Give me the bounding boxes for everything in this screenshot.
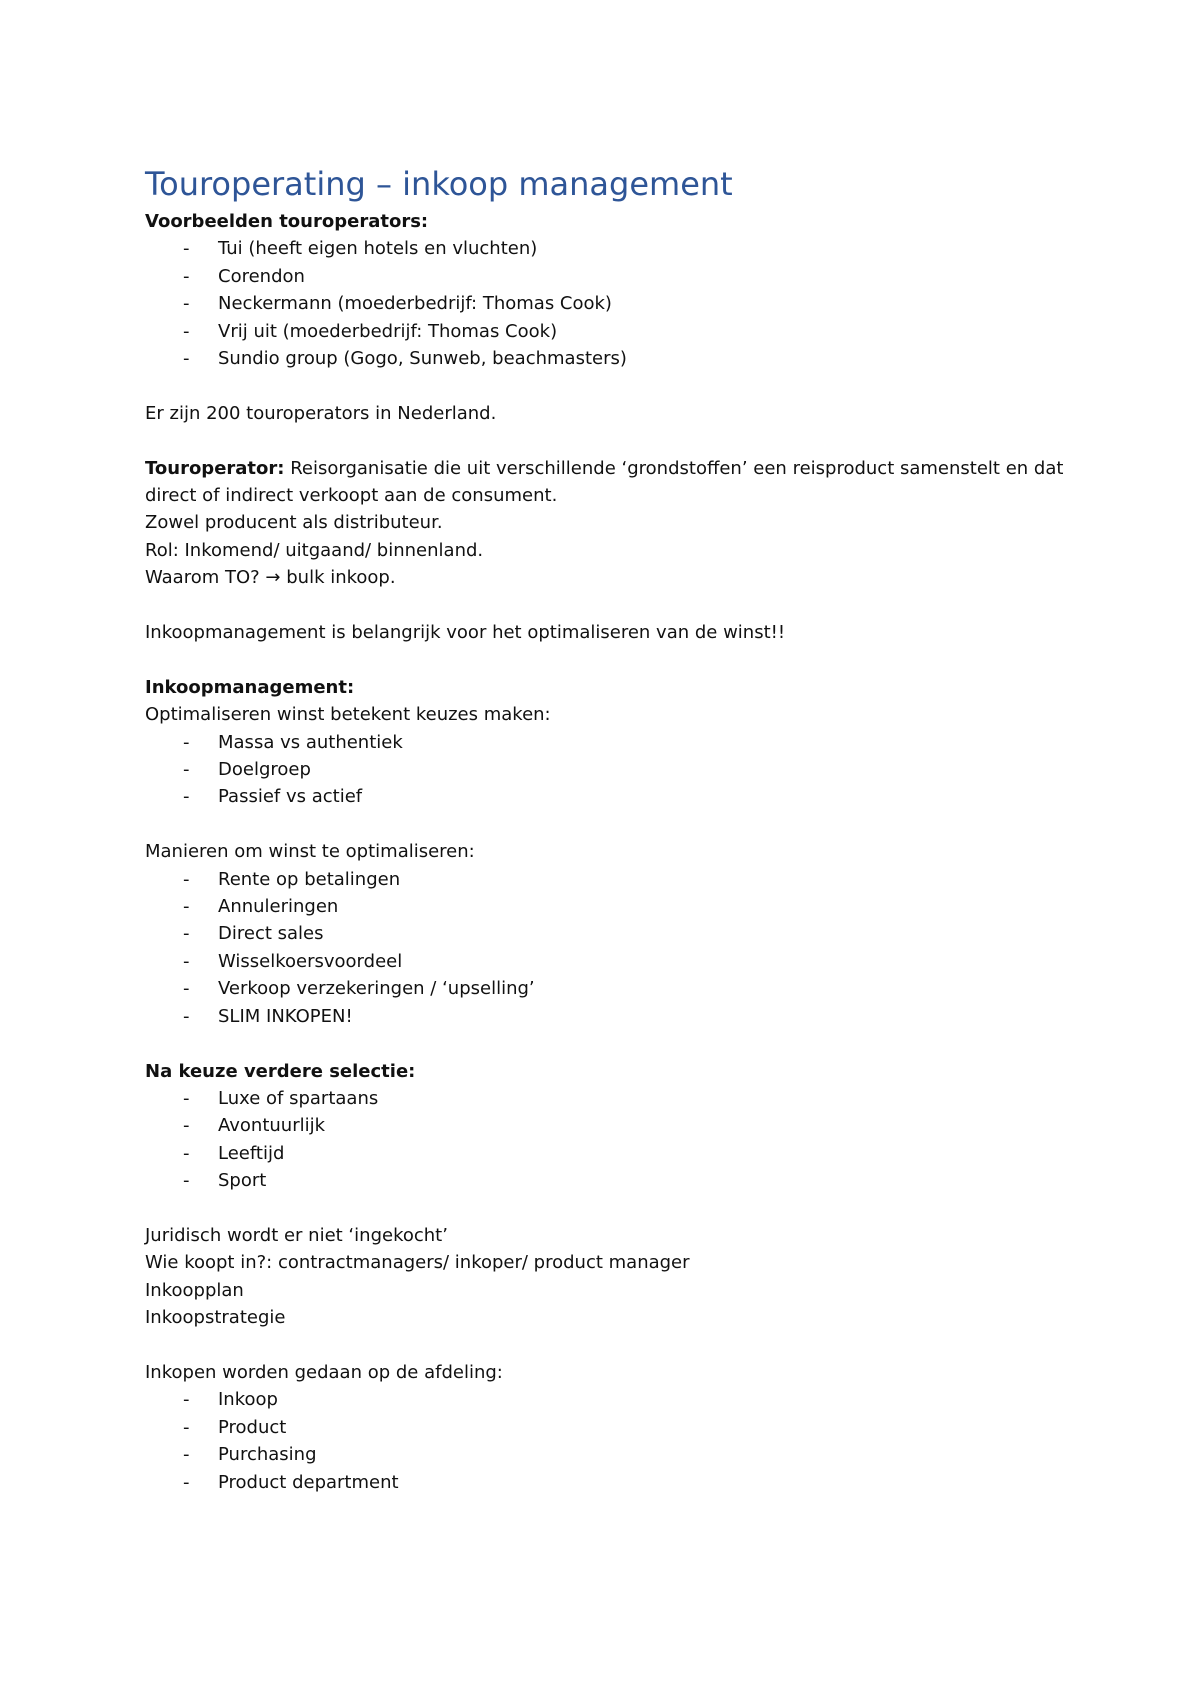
ways-intro: Manieren om winst te optimaliseren:	[145, 841, 475, 863]
dash-bullet: -	[183, 238, 190, 260]
list-item-text: Rente op betalingen	[218, 868, 401, 890]
list-item-text: Massa vs authentiek	[218, 731, 403, 753]
why-to-text: Waarom TO?	[145, 567, 266, 589]
list-item-text: SLIM INKOPEN!	[218, 1005, 353, 1027]
list-item-text: Tui (heeft eigen hotels en vluchten)	[218, 238, 538, 260]
list-item	[145, 756, 1075, 783]
dash-bullet: -	[183, 1389, 190, 1411]
list-item	[145, 893, 1075, 920]
list-item	[145, 729, 1075, 756]
list-item	[145, 318, 1075, 345]
list-item	[145, 948, 1075, 975]
dash-bullet: -	[183, 1416, 190, 1438]
spacer	[145, 646, 1075, 673]
list-item-text: Purchasing	[218, 1444, 317, 1466]
document-title: Touroperating – inkoop management	[145, 165, 733, 203]
list-item	[145, 290, 1075, 317]
list-item-text: Annuleringen	[218, 896, 339, 918]
management-list	[145, 729, 1075, 811]
dash-bullet: -	[183, 1444, 190, 1466]
list-item-text: Verkoop verzekeringen / ‘upselling’	[218, 978, 535, 1000]
count-line: Er zijn 200 touroperators in Nederland.	[145, 402, 497, 424]
spacer	[145, 372, 1075, 399]
spacer	[145, 811, 1075, 838]
spacer	[145, 592, 1075, 619]
definition-line-4	[145, 564, 1075, 591]
list-item	[145, 1469, 1075, 1496]
list-item-text: Product	[218, 1416, 287, 1438]
list-item-text: Sundio group (Gogo, Sunweb, beachmasters)	[218, 348, 627, 370]
dash-bullet: -	[183, 786, 190, 808]
spacer	[145, 1332, 1075, 1359]
list-item	[145, 1386, 1075, 1413]
dash-bullet: -	[183, 1142, 190, 1164]
document-page	[145, 162, 1075, 1496]
dash-bullet: -	[183, 348, 190, 370]
ways-list	[145, 866, 1075, 1030]
dash-bullet: -	[183, 896, 190, 918]
dash-bullet: -	[183, 1087, 190, 1109]
list-item-text: Corendon	[218, 265, 305, 287]
spacer	[145, 1195, 1075, 1222]
spacer	[145, 427, 1075, 454]
list-item	[145, 1085, 1075, 1112]
definition-text: Reisorganisatie die uit verschillende ‘grondstoffen’ een reisproduct samenstelt en dat direct of indirect verkoopt aan de consument.	[145, 457, 1064, 507]
list-item	[145, 345, 1075, 372]
dash-bullet: -	[183, 1115, 190, 1137]
definition-line-2: Zowel producent als distributeur.	[145, 512, 443, 534]
list-item-text: Neckermann (moederbedrijf: Thomas Cook)	[218, 293, 612, 315]
list-item	[145, 1112, 1075, 1139]
legal-line-4: Inkoopstrategie	[145, 1307, 286, 1329]
list-item	[145, 1414, 1075, 1441]
list-item-text: Inkoop	[218, 1389, 278, 1411]
dash-bullet: -	[183, 265, 190, 287]
definition-term: Touroperator:	[145, 457, 285, 479]
dash-bullet: -	[183, 1471, 190, 1493]
list-item-text: Direct sales	[218, 923, 324, 945]
dash-bullet: -	[183, 950, 190, 972]
examples-heading: Voorbeelden touroperators:	[145, 211, 429, 232]
list-item-text: Sport	[218, 1170, 267, 1192]
dash-bullet: -	[183, 731, 190, 753]
list-item	[145, 1167, 1075, 1194]
management-intro: Optimaliseren winst betekent keuzes maken:	[145, 704, 551, 726]
list-item	[145, 235, 1075, 262]
bulk-inkoop-text: bulk inkoop.	[280, 567, 396, 589]
departments-intro: Inkopen worden gedaan op de afdeling:	[145, 1361, 503, 1383]
list-item	[145, 783, 1075, 810]
list-item-text: Doelgroep	[218, 759, 311, 781]
selection-list	[145, 1085, 1075, 1195]
legal-line-2: Wie koopt in?: contractmanagers/ inkoper/ product manager	[145, 1252, 690, 1274]
importance-line: Inkoopmanagement is belangrijk voor het optimaliseren van de winst!!	[145, 622, 786, 644]
list-item	[145, 1441, 1075, 1468]
departments-list	[145, 1386, 1075, 1496]
definition-paragraph	[145, 455, 1075, 510]
list-item	[145, 975, 1075, 1002]
list-item-text: Vrij uit (moederbedrijf: Thomas Cook)	[218, 320, 558, 342]
selection-heading: Na keuze verdere selectie:	[145, 1060, 416, 1082]
list-item	[145, 1140, 1075, 1167]
list-item	[145, 263, 1075, 290]
spacer	[145, 1030, 1075, 1057]
list-item-text: Leeftijd	[218, 1142, 285, 1164]
examples-list	[145, 235, 1075, 372]
dash-bullet: -	[183, 978, 190, 1000]
list-item-text: Product department	[218, 1471, 399, 1493]
dash-bullet: -	[183, 1170, 190, 1192]
dash-bullet: -	[183, 320, 190, 342]
dash-bullet: -	[183, 923, 190, 945]
definition-line-3: Rol: Inkomend/ uitgaand/ binnenland.	[145, 539, 484, 561]
list-item	[145, 920, 1075, 947]
dash-bullet: -	[183, 759, 190, 781]
list-item-text: Avontuurlijk	[218, 1115, 326, 1137]
dash-bullet: -	[183, 293, 190, 315]
dash-bullet: -	[183, 868, 190, 890]
dash-bullet: -	[183, 1005, 190, 1027]
list-item	[145, 1003, 1075, 1030]
legal-line-1: Juridisch wordt er niet ‘ingekocht’	[145, 1224, 448, 1246]
legal-line-3: Inkoopplan	[145, 1279, 244, 1301]
list-item-text: Wisselkoersvoordeel	[218, 950, 403, 972]
list-item	[145, 866, 1075, 893]
arrow-right-icon: →	[265, 567, 281, 589]
list-item-text: Passief vs actief	[218, 786, 363, 808]
management-heading: Inkoopmanagement:	[145, 676, 355, 698]
list-item-text: Luxe of spartaans	[218, 1087, 379, 1109]
